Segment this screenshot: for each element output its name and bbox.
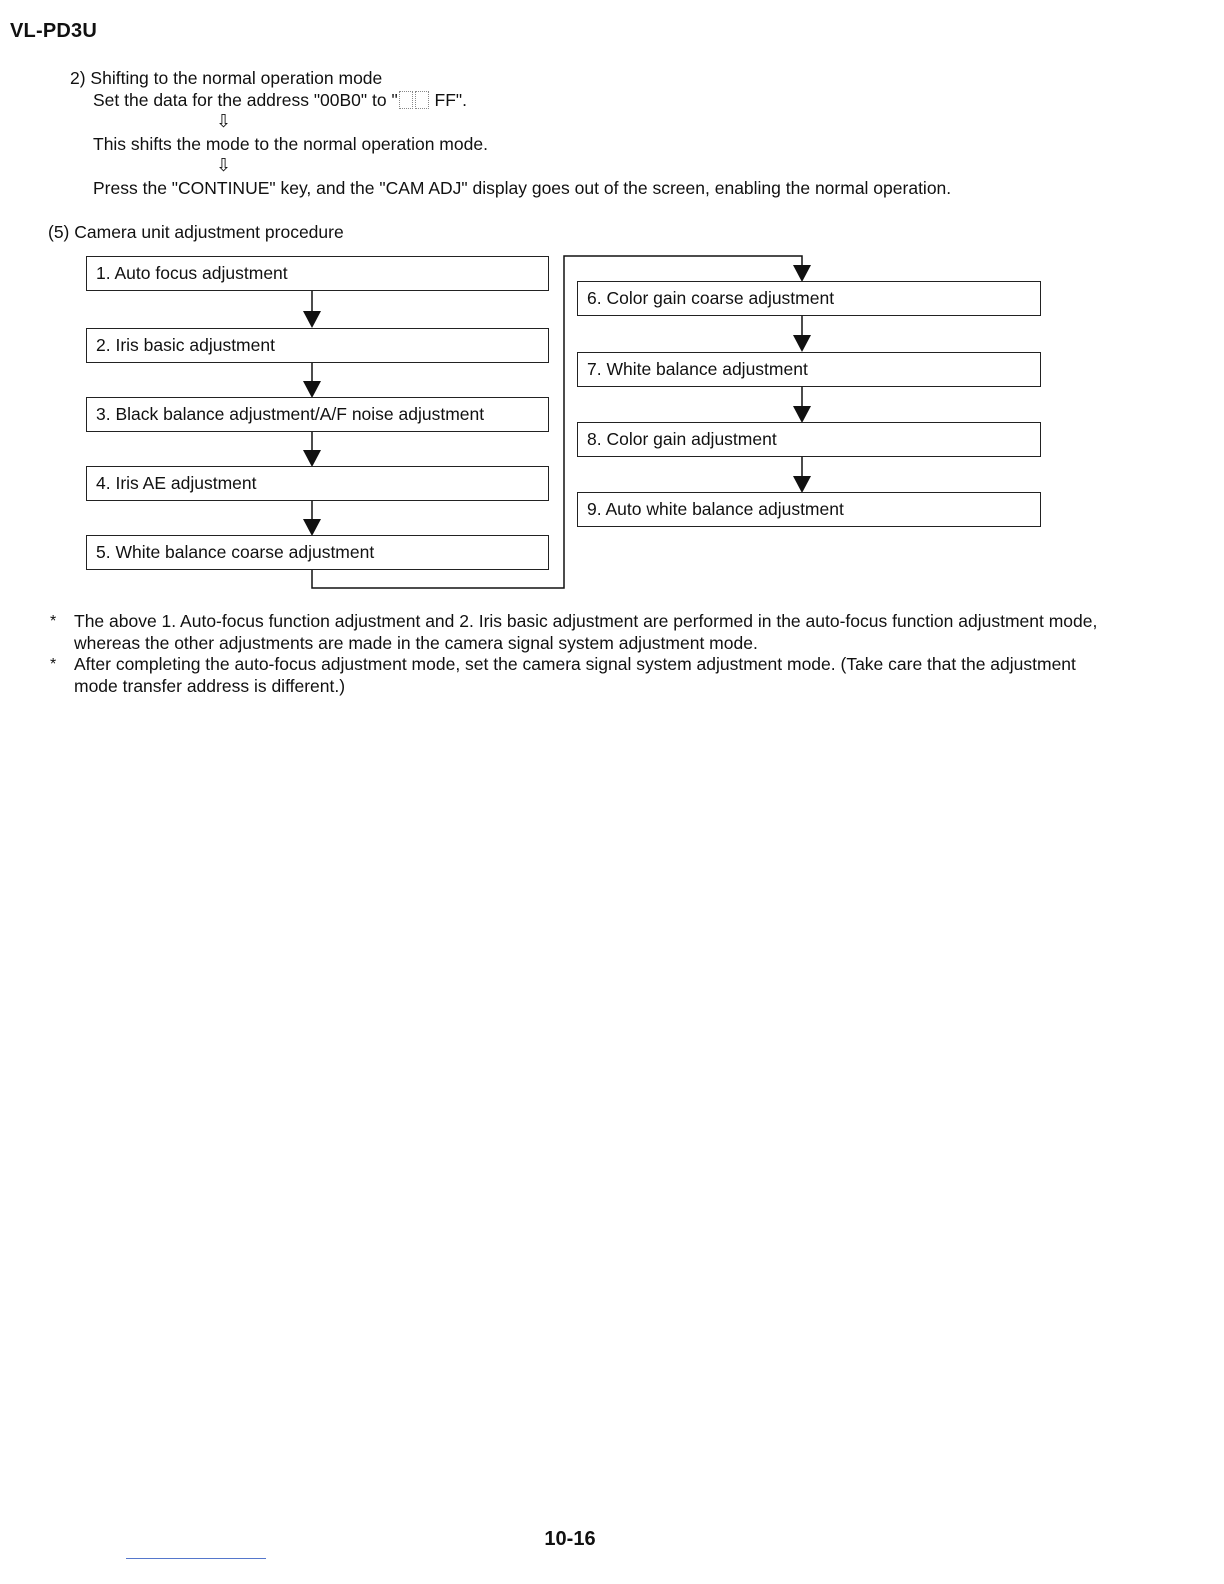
step-1-box: 1. Auto focus adjustment (86, 256, 549, 291)
arrowhead-icon (303, 311, 321, 328)
arrowhead-icon (303, 450, 321, 467)
note-bullet: * (50, 613, 57, 630)
footer-divider (126, 1558, 266, 1559)
section-2-line-1-suffix: FF". (429, 90, 467, 110)
section-2-line-2: This shifts the mode to the normal operation mode. (93, 134, 488, 154)
section-2-line-1 (93, 89, 467, 111)
step-6-box: 6. Color gain coarse adjustment (577, 281, 1041, 316)
section-2-line-1-prefix: Set the data for the address "00B0" to " (93, 90, 398, 110)
step-2-box: 2. Iris basic adjustment (86, 328, 549, 363)
section-2-line-3: Press the "CONTINUE" key, and the "CAM ADJ" display goes out of the screen, enabling the normal operation. (93, 178, 952, 198)
note-1-text: The above 1. Auto-focus function adjustment and 2. Iris basic adjustment are performed in the auto-focus function adjustment mode, whereas the other adjustments are made in the camera signal system adjustment mode. (74, 611, 1098, 653)
down-arrow-icon: ⇩ (216, 155, 232, 175)
arrowhead-icon (303, 519, 321, 536)
document-model-title: VL-PD3U (10, 20, 97, 42)
step-4-box: 4. Iris AE adjustment (86, 466, 549, 501)
note-1 (0, 611, 1224, 655)
arrowhead-icon (303, 381, 321, 398)
page-number: 10-16 (544, 1528, 596, 1550)
arrowhead-icon (793, 265, 811, 282)
note-2 (0, 654, 1224, 698)
section-2-heading: 2) Shifting to the normal operation mode (70, 68, 383, 88)
note-2-text: After completing the auto-focus adjustment mode, set the camera signal system adjustment mode. (Take care that the adjustment mode transfer address is different.) (74, 654, 1076, 696)
section-5-heading: (5) Camera unit adjustment procedure (48, 222, 344, 242)
blank-digit-box-icon (399, 91, 413, 109)
step-8-box: 8. Color gain adjustment (577, 422, 1041, 457)
arrowhead-icon (793, 476, 811, 493)
down-arrow-icon: ⇩ (216, 111, 232, 131)
step-9-box: 9. Auto white balance adjustment (577, 492, 1041, 527)
arrowhead-icon (793, 335, 811, 352)
step-3-box: 3. Black balance adjustment/A/F noise adjustment (86, 397, 549, 432)
step-7-box: 7. White balance adjustment (577, 352, 1041, 387)
blank-digit-box-icon (415, 91, 429, 109)
step-5-box: 5. White balance coarse adjustment (86, 535, 549, 570)
note-bullet: * (50, 656, 57, 673)
arrowhead-icon (793, 406, 811, 423)
